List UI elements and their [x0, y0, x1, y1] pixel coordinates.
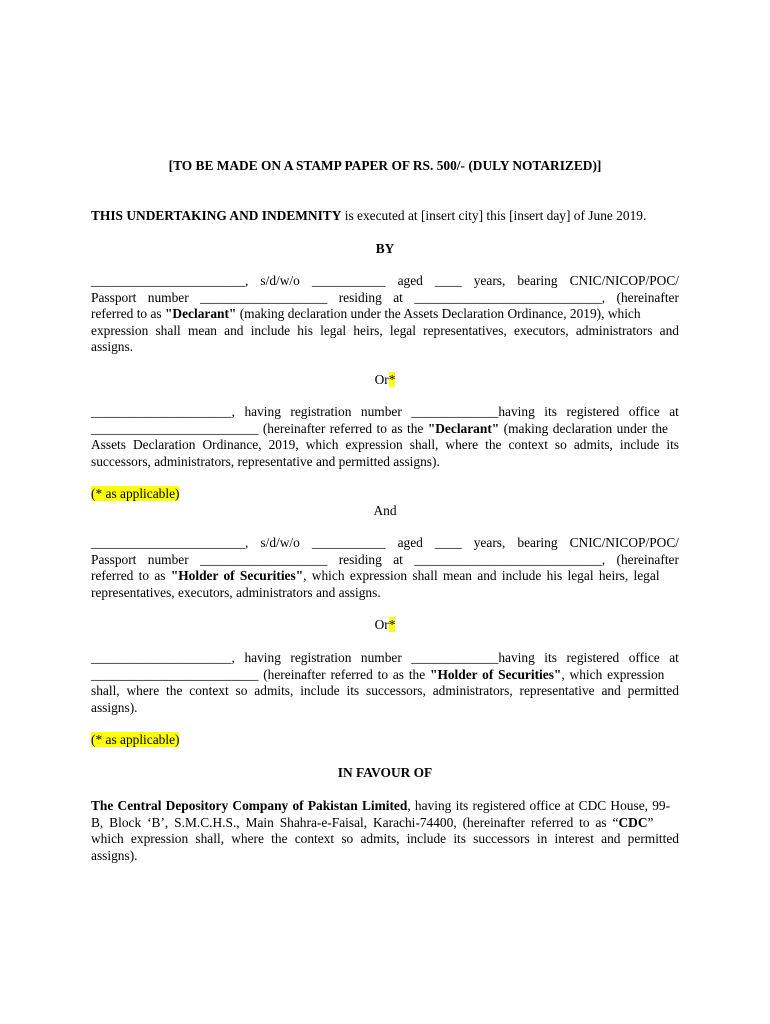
- text: (making declaration under the: [499, 420, 668, 436]
- blank-address: ____________________________,: [414, 289, 606, 305]
- word: Passport: [91, 289, 137, 305]
- word: at: [669, 650, 679, 665]
- text: , which expression: [561, 666, 665, 682]
- word: number: [360, 404, 402, 419]
- holder-individual-line-1: [91, 535, 679, 552]
- word: s/d/w/o: [260, 273, 300, 288]
- holder-individual-line-3: [91, 568, 679, 585]
- declarant-individual-paragraph: [91, 273, 679, 356]
- applicable-note-1: [91, 486, 679, 503]
- declarant-company-line-2: [91, 421, 679, 438]
- holder-company-line-3: shall, where the context so admits, include its successors, administrators, representative and permitted: [91, 683, 679, 698]
- word: its: [544, 404, 557, 419]
- word: registered: [566, 650, 620, 665]
- text: B, Block ‘B’, S.M.C.H.S., Main Shahra-e-Faisal, Karachi-74400, (hereinafter referred to as “: [91, 814, 619, 830]
- word: office: [628, 404, 660, 419]
- word: at: [393, 551, 403, 567]
- blank-passport: ___________________: [200, 551, 328, 567]
- word: years,: [473, 273, 506, 288]
- word: office: [628, 650, 660, 665]
- by-heading: [91, 241, 679, 258]
- text: (making declaration under the Assets Declaration Ordinance, 2019), which: [236, 306, 641, 321]
- holder-individual-paragraph: [91, 535, 679, 601]
- holder-company-paragraph: [91, 650, 679, 716]
- applicable-note-text: (* as applicable): [91, 486, 180, 501]
- and-text: And: [373, 503, 397, 518]
- declarant-company-line-1: [91, 404, 679, 421]
- cdc-company-name: The Central Depository Company of Pakistan Limited: [91, 798, 408, 813]
- by-heading-text: BY: [375, 241, 395, 256]
- word: registration: [290, 404, 352, 419]
- word: at: [669, 404, 679, 419]
- blank-company: _____________________,: [91, 650, 235, 665]
- declarant-individual-line-5: assigns.: [91, 339, 134, 354]
- word: having: [244, 650, 281, 665]
- holder-individual-line-2: [91, 552, 679, 569]
- intro-rest: is executed at [insert city] this [insert day] of June 2019.: [341, 208, 647, 223]
- declarant-company-line-3: Assets Declaration Ordinance, 2019, which expression shall, where the context so admits, include its: [91, 437, 679, 452]
- text: _________________________ (hereinafter referred to as the: [91, 420, 428, 436]
- word: number: [360, 650, 402, 665]
- word: its: [544, 650, 557, 665]
- blank-age: ____: [434, 273, 462, 288]
- word: aged: [397, 273, 423, 288]
- holder-individual-line-4: representatives, executors, administrators and assigns.: [91, 584, 381, 600]
- declarant-company-paragraph: [91, 404, 679, 470]
- cdc-term: CDC: [618, 814, 648, 830]
- text: ”: [647, 814, 654, 830]
- word: bearing: [517, 535, 558, 550]
- blank-passport: ___________________: [200, 289, 328, 305]
- word: residing: [338, 289, 382, 305]
- cdc-paragraph: [91, 798, 679, 864]
- cdc-line-1: [91, 798, 679, 815]
- or-separator-2: [91, 617, 679, 634]
- blank-registration: _____________having: [411, 650, 535, 665]
- word: number: [147, 289, 189, 305]
- word: number: [147, 551, 189, 567]
- intro-bold: THIS UNDERTAKING AND INDEMNITY: [91, 208, 342, 223]
- blank-parent: ___________: [311, 273, 386, 288]
- text: , having its registered office at CDC House, 99-: [407, 798, 671, 813]
- declarant-individual-line-3: [91, 306, 679, 323]
- word: CNIC/NICOP/POC/: [569, 273, 679, 288]
- text: referred to as: [91, 306, 165, 321]
- word: (hereinafter: [616, 551, 679, 567]
- word: (hereinafter: [616, 289, 679, 305]
- word: registered: [566, 404, 620, 419]
- and-separator: [91, 503, 679, 520]
- applicable-note-text: (* as applicable): [91, 732, 180, 747]
- word: years,: [473, 535, 506, 550]
- asterisk-mark: *: [388, 617, 396, 632]
- blank-parent: ___________: [311, 535, 386, 550]
- cdc-line-2: [91, 815, 679, 832]
- blank-company: _____________________,: [91, 404, 235, 419]
- declarant-term: "Declarant": [427, 420, 500, 436]
- blank-age: ____: [434, 535, 462, 550]
- or-separator-1: [91, 372, 679, 389]
- holder-company-line-4: assigns).: [91, 699, 138, 715]
- word: at: [393, 289, 403, 305]
- text: _________________________ (hereinafter referred to as the: [91, 666, 431, 682]
- text: , which expression shall mean and include his legal heirs, legal: [303, 568, 660, 583]
- text: referred to as: [91, 568, 171, 583]
- word: residing: [338, 551, 382, 567]
- word: bearing: [517, 273, 558, 288]
- word: CNIC/NICOP/POC/: [569, 535, 679, 550]
- blank-name: _______________________,: [91, 273, 249, 288]
- or-text: Or: [374, 617, 389, 632]
- declarant-term: "Declarant": [164, 306, 237, 321]
- stamp-paper-header: [91, 158, 679, 175]
- stamp-paper-header-text: [TO BE MADE ON A STAMP PAPER OF RS. 500/- (DULY NOTARIZED)]: [168, 158, 602, 173]
- declarant-individual-line-1: [91, 273, 679, 290]
- word: aged: [397, 535, 423, 550]
- cdc-line-3: which expression shall, where the context so admits, include its successors in interest and permitted: [91, 831, 679, 846]
- or-text: Or: [374, 372, 389, 387]
- word: s/d/w/o: [260, 535, 300, 550]
- declarant-company-line-4: successors, administrators, representative and permitted assigns).: [91, 453, 440, 469]
- blank-name: _______________________,: [91, 535, 249, 550]
- declarant-individual-line-4: expression shall mean and include his legal heirs, legal representatives, executors, administrators and: [91, 322, 679, 338]
- blank-registration: _____________having: [411, 404, 535, 419]
- word: Passport: [91, 551, 137, 567]
- holder-company-line-1: [91, 650, 679, 667]
- word: having: [244, 404, 281, 419]
- in-favour-of-text: IN FAVOUR OF: [337, 765, 433, 780]
- blank-address: ____________________________,: [414, 551, 606, 567]
- holder-company-line-2: [91, 667, 679, 684]
- word: registration: [290, 650, 352, 665]
- applicable-note-2: [91, 732, 679, 749]
- intro-paragraph: [91, 208, 679, 225]
- cdc-line-4: assigns).: [91, 847, 138, 863]
- holder-term: "Holder of Securities": [430, 666, 562, 682]
- line-segment: [91, 306, 641, 323]
- asterisk-mark: *: [388, 372, 396, 387]
- declarant-individual-line-2: [91, 290, 679, 307]
- in-favour-of-heading: [91, 765, 679, 782]
- holder-term: "Holder of Securities": [170, 568, 304, 583]
